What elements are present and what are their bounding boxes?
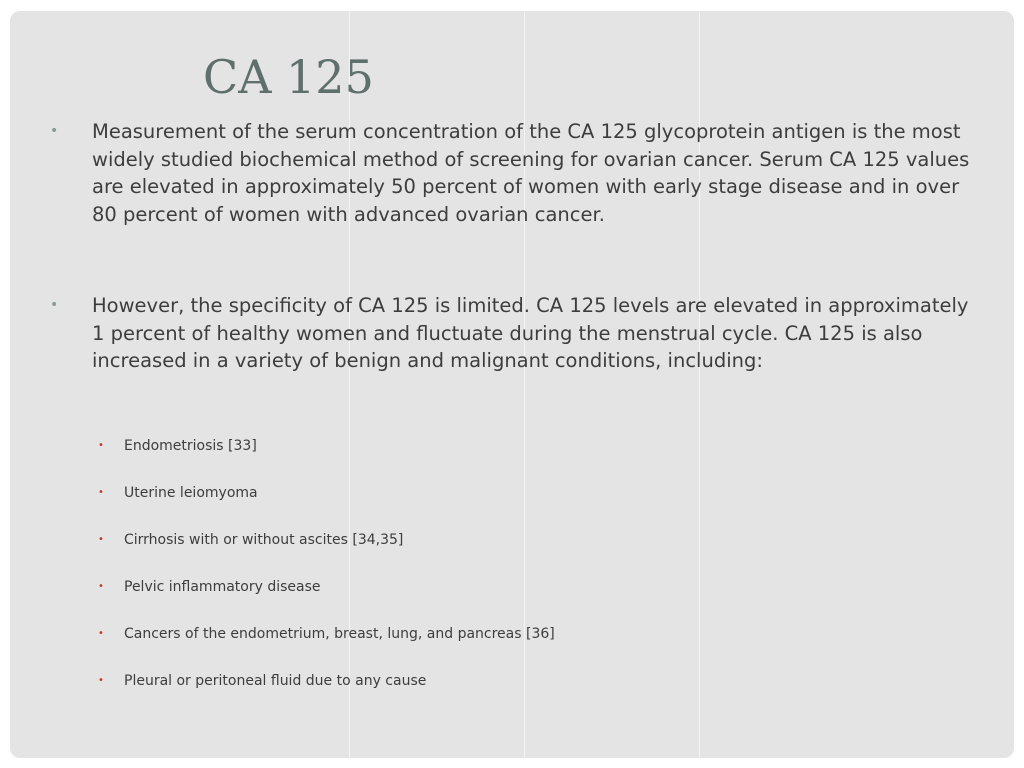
sub-bullet-item: [98, 671, 978, 691]
bullet-text: However, the specificity of CA 125 is limited. CA 125 levels are elevated in approximately 1 percent of healthy women and fluctuate during the menstrual cycle. CA 125 is also increased in a variety of benign and malignant conditions, including:: [92, 294, 969, 372]
sub-bullet-marker: •: [98, 440, 104, 451]
sub-bullet-text: Cancers of the endometrium, breast, lung, and pancreas [36]: [124, 626, 555, 642]
sub-bullet-item: [98, 436, 978, 456]
slide-title: CA 125: [203, 50, 374, 104]
sub-bullet-text: Pelvic inflammatory disease: [124, 579, 321, 595]
sub-bullet-text: Endometriosis [33]: [124, 438, 257, 454]
sub-bullet-text: Pleural or peritoneal fluid due to any cause: [124, 673, 427, 689]
sub-bullet-text: Cirrhosis with or without ascites [34,35]: [124, 532, 404, 548]
sub-bullet-item: [98, 624, 978, 644]
sub-bullet-item: [98, 530, 978, 550]
bullet-marker: •: [50, 297, 59, 313]
bullet-item: [50, 118, 985, 228]
sub-bullet-item: [98, 577, 978, 597]
slide: [10, 11, 1014, 758]
sub-bullet-marker: •: [98, 534, 104, 545]
sub-bullet-marker: •: [98, 675, 104, 686]
bullet-marker: •: [50, 123, 59, 139]
sub-bullet-marker: •: [98, 628, 104, 639]
sub-bullet-marker: •: [98, 487, 104, 498]
sub-bullet-marker: •: [98, 581, 104, 592]
bullet-item: [50, 292, 985, 375]
bullet-text: Measurement of the serum concentration of the CA 125 glycoprotein antigen is the most widely studied biochemical method of screening for ovarian cancer. Serum CA 125 values are elevated in approximately 50 percent of women with early stage disease and in over 80 percent of women with advanced ovarian cancer.: [92, 120, 970, 226]
sub-bullet-text: Uterine leiomyoma: [124, 485, 258, 501]
sub-bullet-item: [98, 483, 978, 503]
